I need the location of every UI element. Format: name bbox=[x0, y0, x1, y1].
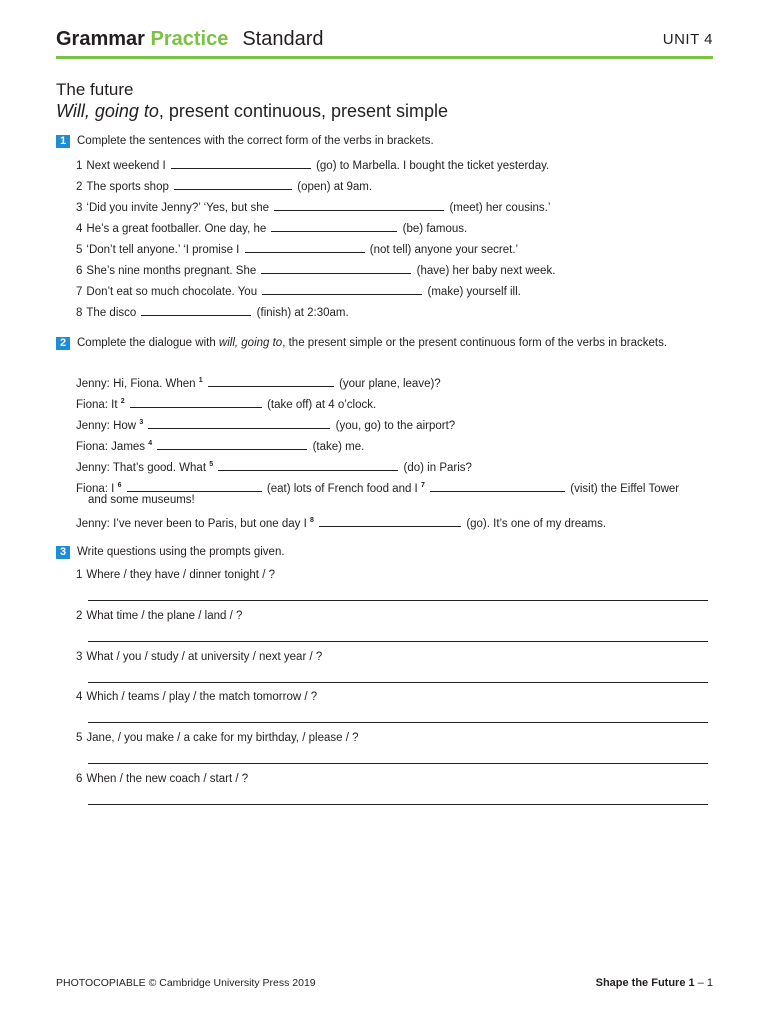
item-text: (finish) at 2:30am. bbox=[256, 307, 349, 319]
gap-number: 7 bbox=[420, 482, 425, 489]
list-item bbox=[76, 772, 248, 786]
line-text: How bbox=[113, 419, 137, 432]
item-text: Jane, / you make / a cake for my birthday, / please / ? bbox=[86, 732, 359, 744]
list-item bbox=[76, 158, 549, 173]
item-text: Next weekend I bbox=[86, 160, 166, 172]
list-item bbox=[76, 221, 467, 236]
answer-blank[interactable] bbox=[141, 305, 251, 316]
answer-blank[interactable] bbox=[261, 263, 411, 274]
answer-blank[interactable] bbox=[127, 481, 262, 492]
answer-blank[interactable] bbox=[274, 200, 444, 211]
exercise-number-badge: 2 bbox=[56, 337, 70, 350]
list-item bbox=[76, 263, 555, 278]
answer-blank[interactable] bbox=[430, 481, 565, 492]
answer-blank[interactable] bbox=[271, 221, 397, 232]
item-text: When / the new coach / start / ? bbox=[86, 773, 249, 785]
list-item bbox=[76, 179, 372, 194]
brand-accent: Practice bbox=[150, 28, 229, 50]
list-item bbox=[76, 200, 550, 215]
list-item bbox=[76, 609, 242, 623]
level-label: Standard bbox=[242, 28, 324, 50]
instruction-italic: will, going to bbox=[218, 337, 283, 349]
item-text: He’s a great footballer. One day, he bbox=[86, 223, 267, 235]
subtitle-rest: , present continuous, present simple bbox=[158, 101, 449, 121]
answer-blank[interactable] bbox=[157, 439, 307, 450]
list-item bbox=[76, 284, 521, 299]
book-title: Shape the Future 1 bbox=[595, 977, 695, 989]
list-item bbox=[76, 305, 349, 320]
dialogue-line bbox=[76, 514, 606, 531]
item-number: 7 bbox=[76, 286, 83, 298]
brand-title bbox=[56, 28, 324, 51]
page-title: The future bbox=[56, 80, 134, 99]
item-number: 6 bbox=[76, 773, 83, 785]
item-number: 8 bbox=[76, 307, 83, 319]
line-text: (take off) at 4 o’clock. bbox=[267, 398, 377, 411]
item-text: (not tell) anyone your secret.’ bbox=[369, 244, 519, 256]
speaker-label: Jenny: bbox=[76, 517, 110, 530]
item-number: 3 bbox=[76, 651, 83, 663]
item-text: (be) famous. bbox=[402, 223, 468, 235]
item-number: 5 bbox=[76, 244, 83, 256]
header-rule bbox=[56, 56, 713, 59]
line-text: (do) in Paris? bbox=[403, 461, 472, 474]
list-item bbox=[76, 650, 322, 664]
dialogue-line bbox=[76, 437, 364, 454]
subtitle-italic: Will, going to bbox=[56, 101, 159, 121]
dialogue-line bbox=[76, 458, 472, 475]
item-text: (go) to Marbella. I bought the ticket yesterday. bbox=[316, 160, 550, 172]
list-item bbox=[76, 242, 518, 257]
item-text: (make) yourself ill. bbox=[427, 286, 521, 298]
item-number: 1 bbox=[76, 569, 83, 581]
item-text: What time / the plane / land / ? bbox=[86, 610, 243, 622]
dialogue-line bbox=[76, 374, 441, 391]
line-text: Hi, Fiona. When bbox=[113, 377, 196, 390]
gap-number: 8 bbox=[310, 517, 314, 524]
list-item bbox=[76, 690, 317, 704]
speaker-label: Fiona: bbox=[76, 440, 108, 453]
item-text: Which / teams / play / the match tomorrow / ? bbox=[86, 691, 318, 703]
line-text: That’s good. What bbox=[112, 461, 207, 474]
item-number: 5 bbox=[76, 732, 83, 744]
exercise-instruction: Complete the sentences with the correct form of the verbs in brackets. bbox=[77, 135, 434, 147]
item-text: The sports shop bbox=[86, 181, 169, 193]
answer-blank[interactable] bbox=[262, 284, 422, 295]
answer-blank[interactable] bbox=[208, 376, 334, 387]
list-item bbox=[76, 568, 275, 582]
item-number: 2 bbox=[76, 181, 83, 193]
item-number: 4 bbox=[76, 223, 83, 235]
item-text: Don’t eat so much chocolate. You bbox=[86, 286, 258, 298]
answer-line[interactable] bbox=[88, 763, 708, 764]
gap-number: 5 bbox=[209, 461, 214, 468]
page-number: – 1 bbox=[694, 977, 713, 989]
unit-label: UNIT 4 bbox=[662, 31, 713, 48]
line-text: It bbox=[111, 398, 118, 411]
answer-line[interactable] bbox=[88, 722, 708, 723]
list-item bbox=[76, 731, 359, 745]
exercise-instruction bbox=[77, 336, 713, 351]
line-text: (eat) lots of French food and I bbox=[266, 482, 418, 495]
line-text: James bbox=[111, 440, 146, 453]
copyright-notice: PHOTOCOPIABLE © Cambridge University Press 2019 bbox=[56, 977, 316, 989]
item-number: 1 bbox=[76, 160, 83, 172]
answer-line[interactable] bbox=[88, 600, 708, 601]
gap-number: 6 bbox=[117, 482, 122, 489]
speaker-label: Jenny: bbox=[76, 419, 110, 432]
dialogue-line-continuation: and some museums! bbox=[88, 494, 195, 506]
answer-blank[interactable] bbox=[319, 516, 461, 527]
item-text: The disco bbox=[86, 307, 137, 319]
page-header bbox=[56, 28, 713, 54]
gap-number: 1 bbox=[198, 377, 203, 384]
line-text: (go). It’s one of my dreams. bbox=[466, 517, 607, 530]
answer-line[interactable] bbox=[88, 641, 708, 642]
item-text: Where / they have / dinner tonight / ? bbox=[86, 569, 275, 581]
speaker-label: Fiona: bbox=[76, 398, 108, 411]
item-text: ‘Don’t tell anyone.’ ‘I promise I bbox=[86, 244, 240, 256]
exercise-number-badge: 3 bbox=[56, 546, 70, 559]
answer-line[interactable] bbox=[88, 682, 708, 683]
line-text: (visit) the Eiffel Tower bbox=[570, 482, 680, 495]
item-text: She’s nine months pregnant. She bbox=[86, 265, 257, 277]
answer-blank[interactable] bbox=[218, 460, 398, 471]
line-text: (you, go) to the airport? bbox=[335, 419, 456, 432]
answer-blank[interactable] bbox=[245, 242, 365, 253]
page-subtitle bbox=[56, 101, 448, 122]
item-number: 3 bbox=[76, 202, 83, 214]
item-text: (open) at 9am. bbox=[297, 181, 373, 193]
item-text: (meet) her cousins.’ bbox=[449, 202, 551, 214]
speaker-label: Fiona: bbox=[76, 482, 108, 495]
gap-number: 2 bbox=[120, 398, 125, 405]
answer-line[interactable] bbox=[88, 804, 708, 805]
item-text: (have) her baby next week. bbox=[416, 265, 556, 277]
brand-main: Grammar bbox=[56, 28, 145, 50]
line-text: I bbox=[111, 482, 115, 495]
item-text: ‘Did you invite Jenny?’ ‘Yes, but she bbox=[86, 202, 270, 214]
exercise-instruction: Write questions using the prompts given. bbox=[77, 546, 285, 558]
answer-blank[interactable] bbox=[171, 158, 311, 169]
item-number: 2 bbox=[76, 610, 83, 622]
dialogue-line bbox=[76, 395, 376, 412]
gap-number: 3 bbox=[139, 419, 144, 426]
answer-blank[interactable] bbox=[148, 418, 330, 429]
item-number: 4 bbox=[76, 691, 83, 703]
exercise-number-badge: 1 bbox=[56, 135, 70, 148]
line-text: (take) me. bbox=[312, 440, 365, 453]
answer-blank[interactable] bbox=[130, 397, 262, 408]
item-text: What / you / study / at university / next year / ? bbox=[86, 651, 323, 663]
speaker-label: Jenny: bbox=[76, 377, 110, 390]
answer-blank[interactable] bbox=[174, 179, 292, 190]
speaker-label: Jenny: bbox=[76, 461, 110, 474]
item-number: 6 bbox=[76, 265, 83, 277]
line-text: I’ve never been to Paris, but one day I bbox=[113, 517, 307, 530]
line-text: (your plane, leave)? bbox=[339, 377, 441, 390]
instruction-text: Complete the dialogue with bbox=[77, 337, 219, 349]
page-footer-title bbox=[596, 977, 713, 989]
gap-number: 4 bbox=[148, 440, 153, 447]
dialogue-line bbox=[76, 416, 455, 433]
instruction-text: , the present simple or the present continuous form of the verbs in brackets. bbox=[282, 337, 668, 349]
